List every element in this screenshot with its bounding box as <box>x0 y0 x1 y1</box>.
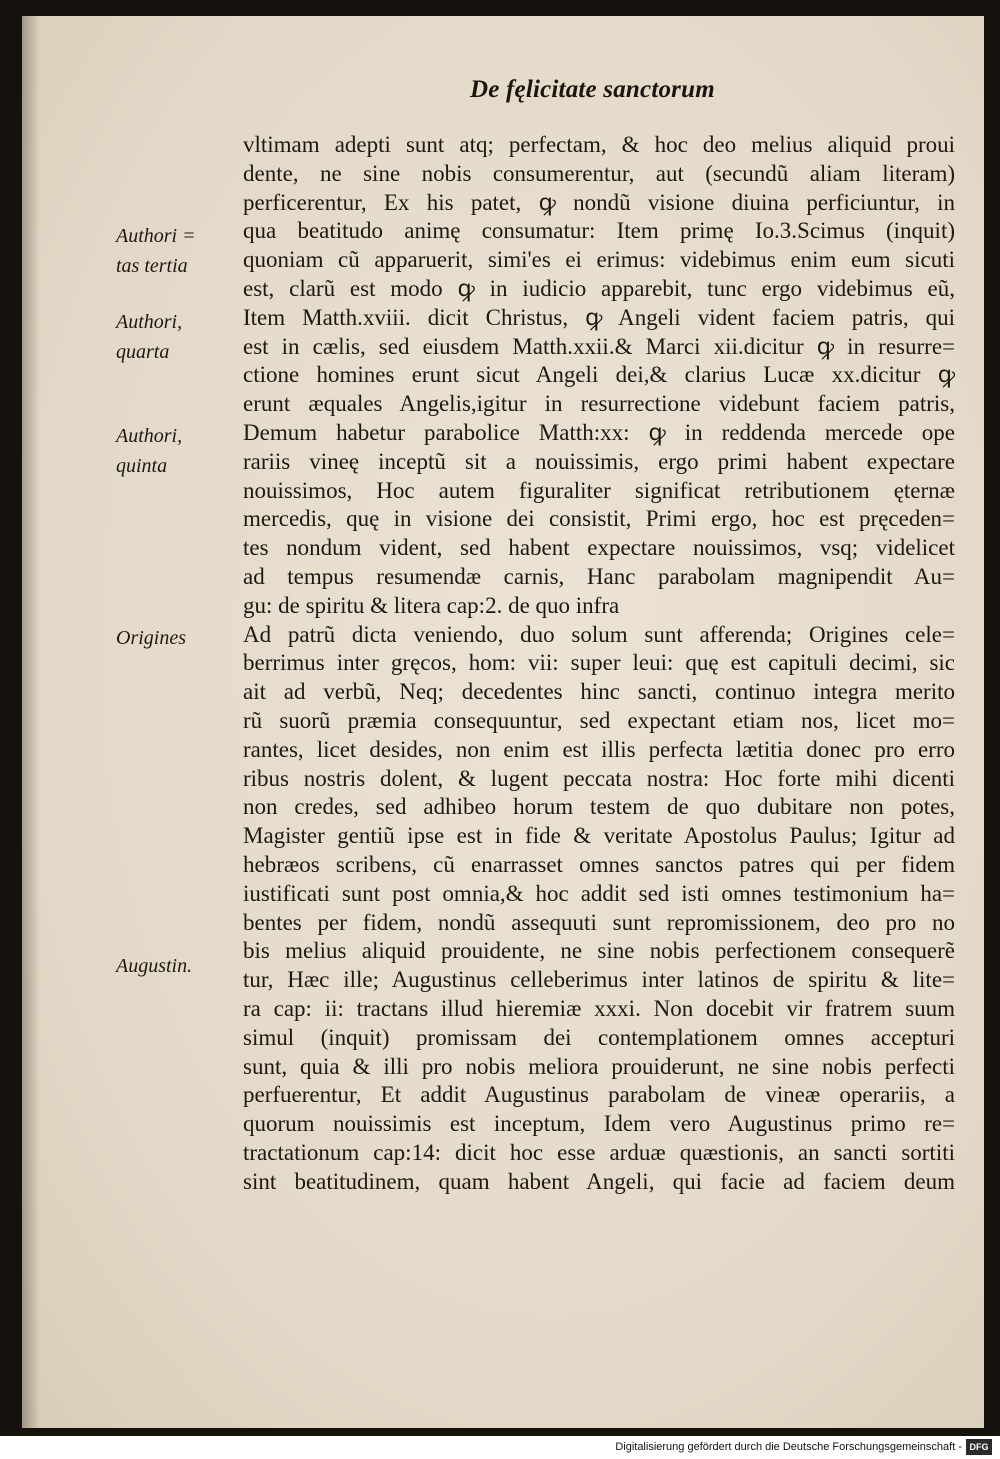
margin-note-authoritas-tertia <box>116 221 196 281</box>
text-line: Magister gentiũ ipse est in fide & veritate Apostolus Paulus; Igitur ad <box>243 823 955 849</box>
margin-note-authoritas-quinta <box>116 421 182 481</box>
text-line: hebræos scribens, cũ enarrasset omnes sanctos patres qui per fidem <box>243 851 955 877</box>
margin-note-line: Authori = <box>116 225 196 247</box>
page-gutter-shadow <box>22 16 40 1428</box>
text-line: iustificati sunt post omnia,& hoc addit sed isti omnes testimonium ha= <box>243 880 955 906</box>
margin-note-origines <box>116 623 186 653</box>
text-line: ctione homines erunt sicut Angeli dei,& clarius Lucæ xx.dicitur ꝙ <box>243 362 955 388</box>
margin-note-line: tas tertia <box>116 255 188 277</box>
text-line: perfuerentur, Et addit Augustinus parabolam de vineæ operariis, a <box>243 1082 955 1108</box>
text-line: rũ suorũ præmia consequuntur, sed expectant etiam nos, licet mo= <box>243 707 955 733</box>
text-line: Ad patrũ dicta veniendo, duo solum sunt afferenda; Origines cele= <box>243 621 955 647</box>
text-line: gu: de spiritu & litera cap:2. de quo infra <box>243 592 620 618</box>
margin-note-line: Authori, <box>116 425 183 447</box>
dfg-logo-icon: DFG <box>966 1439 992 1455</box>
text-line: qua beatitudo animę consumatur: Item primę Io.3.Scimus (inquit) <box>243 218 955 244</box>
text-line: sunt, quia & illi pro nobis meliora prouiderunt, ne sine nobis perfecti <box>243 1053 955 1079</box>
text-line: tes nondum vident, sed habent expectare nouissimos, vsq; videlicet <box>243 535 955 561</box>
footer-bar <box>0 1436 1000 1459</box>
funding-credit: Digitalisierung gefördert durch die Deutsche Forschungsgemeinschaft - <box>615 1441 962 1453</box>
text-line: bis melius aliquid prouidente, ne sine nobis perfectionem consequerẽ <box>243 938 955 964</box>
margin-note-authoritas-quarta <box>116 307 182 367</box>
text-line: vltimam adepti sunt atq; perfectam, & hoc deo melius aliquid proui <box>243 132 955 157</box>
text-line: perficerentur, Ex his patet, ꝙ nondũ visione diuina perficiuntur, in <box>243 189 955 215</box>
margin-note-line: quarta <box>116 341 170 363</box>
text-line: sint beatitudinem, quam habent Angeli, qui facie ad faciem deum <box>243 1168 955 1194</box>
margin-note-line: Authori, <box>116 311 183 333</box>
text-line: nouissimos, Hoc autem figuraliter significat retributionem ęternæ <box>243 477 955 503</box>
text-line: dente, ne sine nobis consumerentur, aut (secundũ aliam literam) <box>243 160 955 186</box>
text-line: erunt æquales Angelis,igitur in resurrectione videbunt faciem patris, <box>243 391 955 417</box>
margin-note-augustinus <box>116 951 192 981</box>
text-line: quorum nouissimis est inceptum, Idem vero Augustinus primo re= <box>243 1111 955 1137</box>
text-line: ra cap: ii: tractans illud hieremiæ xxxi. Non docebit vir fratrem suum <box>243 995 955 1021</box>
text-line: Item Matth.xviii. dicit Christus, ꝙ Angeli vident faciem patris, qui <box>243 304 955 330</box>
running-head: De fęlicitate sanctorum <box>470 76 715 103</box>
text-line: ribus nostris dolent, & lugent peccata nostra: Hoc forte mihi dicenti <box>243 765 955 791</box>
margin-note-line: Origines <box>116 627 186 649</box>
body-text-column <box>243 131 955 1196</box>
text-line: ad tempus resumendæ carnis, Hanc parabolam magnipendit Au= <box>243 563 955 589</box>
text-line: tur, Hæc ille; Augustinus celleberimus inter latinos de spiritu & lite= <box>243 967 955 993</box>
text-line: mercedis, quę in visione dei consistit, Primi ergo, hoc est pręceden= <box>243 506 955 532</box>
text-line: quoniam cũ apparuerit, simi'es ei erimus: videbimus enim eum sicuti <box>243 247 955 273</box>
text-line: tractationum cap:14: dicit hoc esse arduæ quæstionis, an sancti sortiti <box>243 1139 955 1165</box>
text-line: est, clarũ est modo ꝙ in iudicio apparebit, tunc ergo videbimus eũ, <box>243 275 955 301</box>
text-line: bentes per fidem, nondũ assequuti sunt repromissionem, deo pro no <box>243 909 955 935</box>
margin-note-line: quinta <box>116 455 168 477</box>
text-line: berrimus inter gręcos, hom: vii: super leui: quę est capituli decimi, sic <box>243 650 955 676</box>
text-line: rantes, licet desides, non enim est illis perfecta lætitia donec pro erro <box>243 736 955 762</box>
text-line: rariis vineę inceptũ sit a nouissimis, ergo primi habent expectare <box>243 448 955 474</box>
text-line: Demum habetur parabolice Matth:xx: ꝙ in reddenda mercede ope <box>243 419 955 445</box>
text-line: non credes, sed adhibeo horum testem de quo dubitare non potes, <box>243 794 955 820</box>
text-line: est in cælis, sed eiusdem Matth.xxii.& Marci xii.dicitur ꝙ in resurre= <box>243 333 955 359</box>
text-line: simul (inquit) promissam dei contemplationem omnes accepturi <box>243 1024 955 1050</box>
text-line: ait ad verbũ, Neq; decedentes hinc sancti, continuo integra merito <box>243 679 955 705</box>
margin-note-line: Augustin. <box>116 955 193 977</box>
